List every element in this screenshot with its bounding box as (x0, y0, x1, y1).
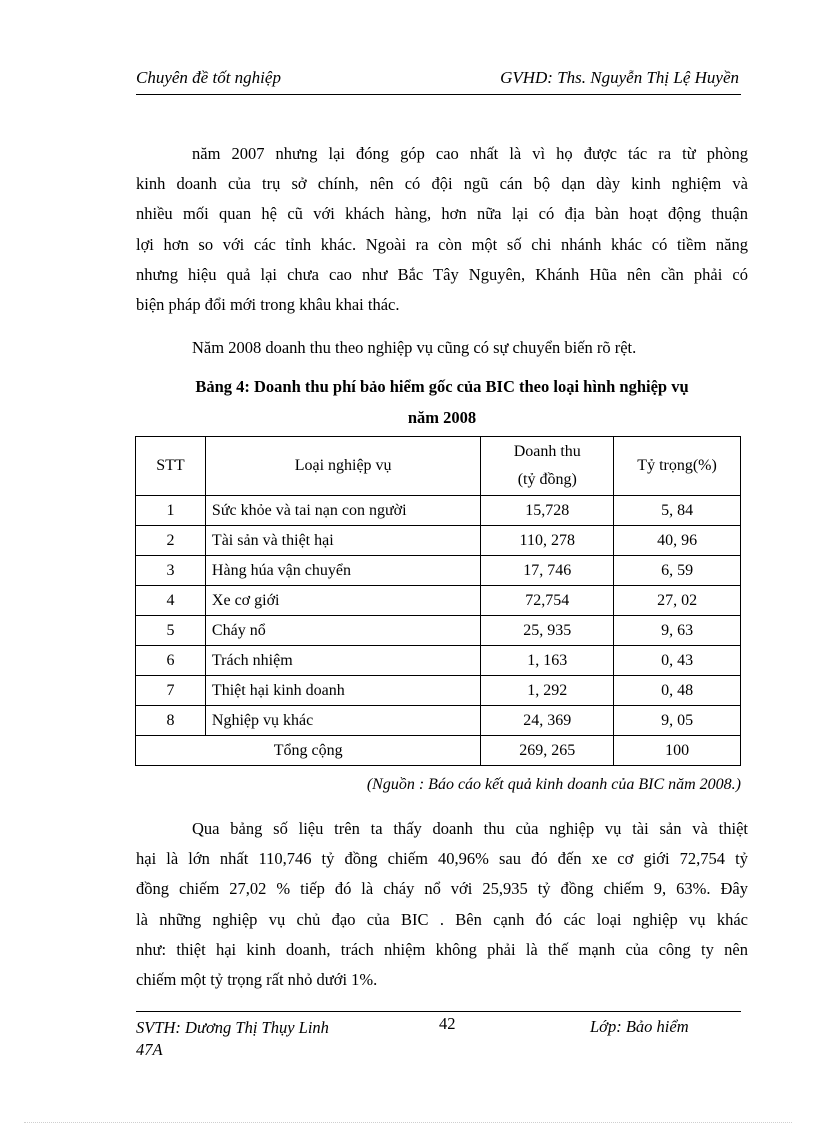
cell-stt: 1 (136, 496, 206, 526)
cell-share: 27, 02 (614, 586, 741, 616)
table-caption: Bảng 4: Doanh thu phí bảo hiểm gốc của BIC theo loại hình nghiệp vụ (195, 377, 689, 396)
cell-total-label: Tổng cộng (136, 736, 481, 766)
cell-type: Trách nhiệm (205, 646, 480, 676)
page-header (136, 66, 741, 95)
paragraph-line: kinh doanh của trụ sở chính, nên có đội ngũ cán bộ dạn dày kinh nghiệm và (136, 174, 748, 194)
paragraph-transition (136, 333, 748, 363)
paragraph-line: là những nghiệp vụ chủ đạo của BIC . Bên cạnh đó các loại nghiệp vụ khác (136, 909, 748, 929)
cell-type: Tài sản và thiệt hại (205, 526, 480, 556)
table-row (136, 676, 741, 706)
cell-type: Xe cơ giới (205, 586, 480, 616)
footer-student-class-code: 47A (136, 1040, 163, 1059)
header-thesis-title: Chuyên đề tốt nghiệp (136, 68, 281, 87)
table-row (136, 496, 741, 526)
header-type: Loại nghiệp vụ (205, 437, 480, 496)
paragraph-line: năm 2007 nhưng lại đóng góp cao nhất là vì họ được tác ra từ phòng (192, 144, 748, 163)
cell-stt: 2 (136, 526, 206, 556)
table-row (136, 646, 741, 676)
cell-revenue: 1, 163 (481, 646, 614, 676)
cell-share: 0, 48 (614, 676, 741, 706)
cell-total-share: 100 (614, 736, 741, 766)
paragraph-line: lợi hơn so với các tỉnh khác. Ngoài ra còn một số chi nhánh khác có tiềm năng (136, 234, 748, 254)
cell-stt: 8 (136, 706, 206, 736)
cell-revenue: 24, 369 (481, 706, 614, 736)
table-row (136, 526, 741, 556)
cell-stt: 4 (136, 586, 206, 616)
cell-revenue: 72,754 (481, 586, 614, 616)
cell-type: Cháy nổ (205, 616, 480, 646)
cell-type: Hàng húa vận chuyển (205, 556, 480, 586)
footer-student-name: SVTH: Dương Thị Thụy Linh (136, 1018, 329, 1037)
cell-revenue: 17, 746 (481, 556, 614, 586)
page-number: 42 (439, 1014, 456, 1033)
paragraph-intro (136, 139, 748, 320)
header-stt: STT (136, 437, 206, 496)
table-row (136, 616, 741, 646)
cell-type: Nghiệp vụ khác (205, 706, 480, 736)
paragraph-line: Năm 2008 doanh thu theo nghiệp vụ cũng có sự chuyển biến rõ rệt. (192, 338, 637, 357)
page-footer (136, 1011, 741, 1059)
cell-share: 40, 96 (614, 526, 741, 556)
header-revenue-line1: Doanh thu (513, 443, 581, 460)
paragraph-line: Qua bảng số liệu trên ta thấy doanh thu của nghiệp vụ tài sản và thiệt (192, 819, 748, 838)
cell-type: Thiệt hại kinh doanh (205, 676, 480, 706)
revenue-table (135, 436, 741, 766)
table-total-row (136, 736, 741, 766)
cell-share: 5, 84 (614, 496, 741, 526)
paragraph-line: nhiều mối quan hệ cũ với khách hàng, hơn nữa lại có địa bàn hoạt động thuận (136, 204, 748, 224)
header-revenue-line2: (tỷ đồng) (517, 471, 577, 488)
cell-revenue: 110, 278 (481, 526, 614, 556)
table-source-note: (Nguồn : Báo cáo kết quả kinh doanh của BIC năm 2008.) (366, 776, 741, 793)
cell-stt: 5 (136, 616, 206, 646)
header-share: Tỷ trọng(%) (614, 437, 741, 496)
footer-student (136, 1017, 329, 1061)
paragraph-line: nhưng hiệu quả lại chưa cao như Bắc Tây Nguyên, Khánh Hũa nên cần phải có (136, 264, 748, 284)
cell-revenue: 1, 292 (481, 676, 614, 706)
cell-share: 6, 59 (614, 556, 741, 586)
table-row (136, 706, 741, 736)
paragraph-line: như: thiệt hại kinh doanh, trách nhiệm không phải là thế mạnh của công ty nên (136, 939, 748, 959)
paragraph-line: biện pháp đổi mới trong khâu khai thác. (136, 295, 400, 315)
paragraph-line: chiếm một tỷ trọng rất nhỏ dưới 1%. (136, 970, 378, 990)
cell-share: 0, 43 (614, 646, 741, 676)
cell-type: Sức khỏe và tai nạn con người (205, 496, 480, 526)
cell-share: 9, 05 (614, 706, 741, 736)
cell-stt: 7 (136, 676, 206, 706)
cell-total-revenue: 269, 265 (481, 736, 614, 766)
paragraph-line: đồng chiếm 27,02 % tiếp đó là cháy nổ với 25,935 tỷ đồng chiếm 9, 63%. Đây (136, 879, 748, 899)
footer-class: Lớp: Bảo hiểm (590, 1017, 689, 1036)
header-revenue (481, 437, 614, 496)
paragraph-analysis (136, 814, 748, 995)
paragraph-line: hại là lớn nhất 110,746 tỷ đồng chiếm 40,96% sau đó đến xe cơ giới 72,754 tỷ (136, 849, 748, 869)
cell-share: 9, 63 (614, 616, 741, 646)
table-header-row (136, 437, 741, 496)
cell-stt: 3 (136, 556, 206, 586)
cell-stt: 6 (136, 646, 206, 676)
header-supervisor: GVHD: Ths. Nguyễn Thị Lệ Huyền (500, 68, 739, 87)
table-caption-year: năm 2008 (407, 408, 477, 427)
table-row (136, 556, 741, 586)
table-row (136, 586, 741, 616)
cell-revenue: 15,728 (481, 496, 614, 526)
cell-revenue: 25, 935 (481, 616, 614, 646)
